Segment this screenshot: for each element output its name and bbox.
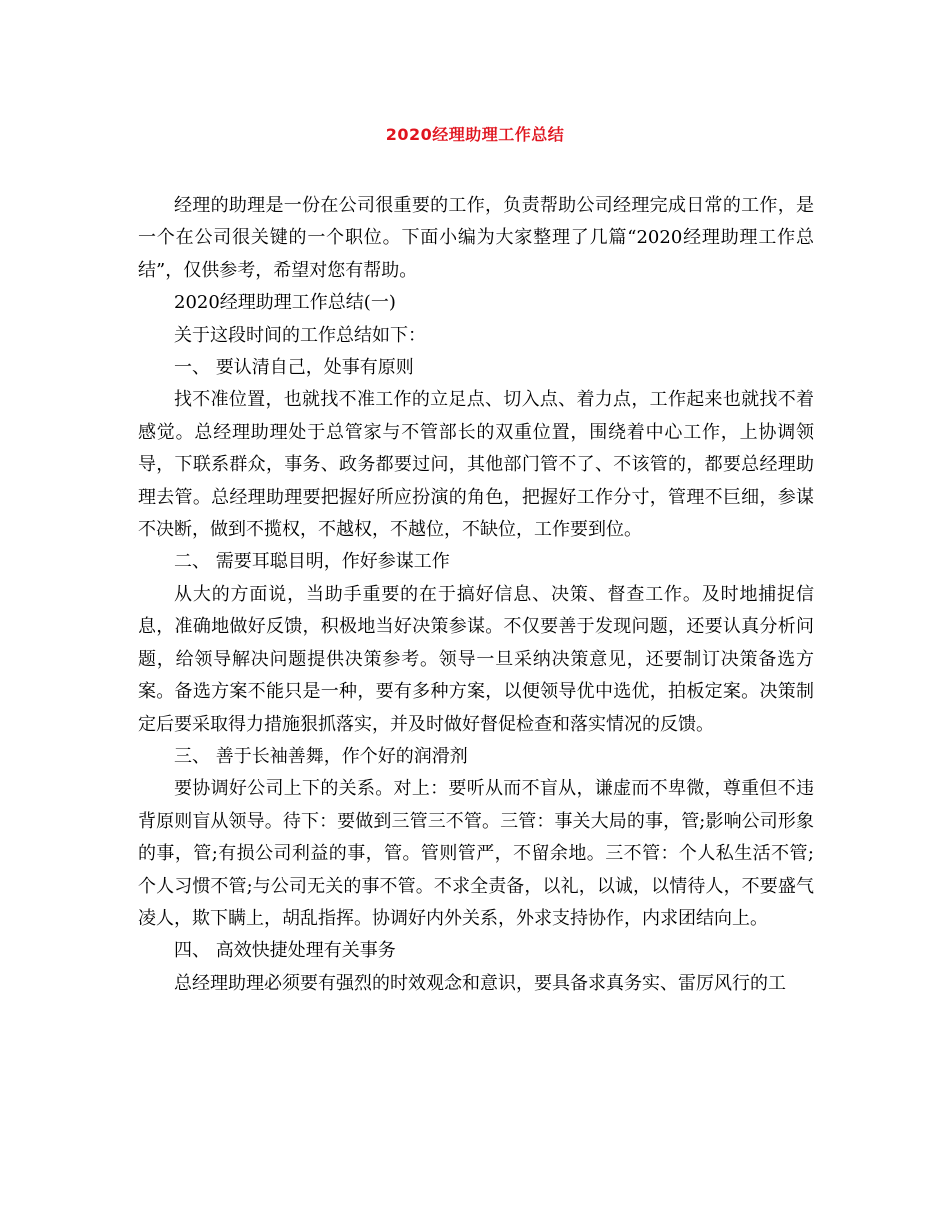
document-title: 2020经理助理工作总结 bbox=[385, 125, 565, 144]
paragraph-1: 找不准位置，也就找不准工作的立足点、切入点、着力点，工作起来也就找不着感觉。总经理助理处于总管家与不管部长的双重位置，围绕着中心工作，上协调领导，下联系群众，事务、政务都要过问，其他部门管不了、不该管的，都要总经理助理去管。总经理助理要把握好所应扮演的角色，把握好工作分寸，管理不巨细，参谋不决断，做到不揽权，不越权，不越位，不缺位，工作要到位。 bbox=[138, 389, 814, 541]
paragraph-3: 要协调好公司上下的关系。对上：要听从而不盲从，谦虚而不卑微，尊重但不违背原则盲从领导。待下：要做到三管三不管。三管：事关大局的事，管;影响公司形象的事，管;有损公司利益的事，管。管则管严，不留余地。三不管：个人私生活不管;个人习惯不管;与公司无关的事不管。不求全责备，以礼，以诚，以情待人，不要盛气凌人，欺下瞒上，胡乱指挥。协调好内外关系，外求支持协作，内求团结向上。 bbox=[138, 778, 814, 929]
heading-2: 二、 需要耳聪目明，作好参谋工作 bbox=[174, 551, 450, 573]
heading-3: 三、 善于长袖善舞，作个好的润滑剂 bbox=[174, 745, 468, 767]
lead-in-paragraph: 关于这段时间的工作总结如下： bbox=[174, 324, 426, 346]
document-body bbox=[138, 190, 814, 1000]
section-title: 2020经理助理工作总结(一) bbox=[174, 292, 396, 314]
paragraph-2: 从大的方面说，当助手重要的在于搞好信息、决策、督查工作。及时地捕捉信息，准确地做好反馈，积极地当好决策参谋。不仅要善于发现问题，还要认真分析问题，给领导解决问题提供决策参考。领导一旦采纳决策意见，还要制订决策备选方案。备选方案不能只是一种，要有多种方案，以便领导优中选优，拍板定案。决策制定后要采取得力措施狠抓落实，并及时做好督促检查和落实情况的反馈。 bbox=[138, 583, 814, 735]
heading-1: 一、 要认清自己，处事有原则 bbox=[174, 357, 414, 379]
paragraph-4: 总经理助理必须要有强烈的时效观念和意识，要具备求真务实、雷厉风行的工 bbox=[174, 972, 786, 994]
intro-paragraph: 经理的助理是一份在公司很重要的工作，负责帮助公司经理完成日常的工作，是一个在公司很关键的一个职位。下面小编为大家整理了几篇“2020经理助理工作总结”，仅供参考，希望对您有帮助。 bbox=[138, 195, 814, 281]
heading-4: 四、 高效快捷处理有关事务 bbox=[174, 940, 396, 962]
